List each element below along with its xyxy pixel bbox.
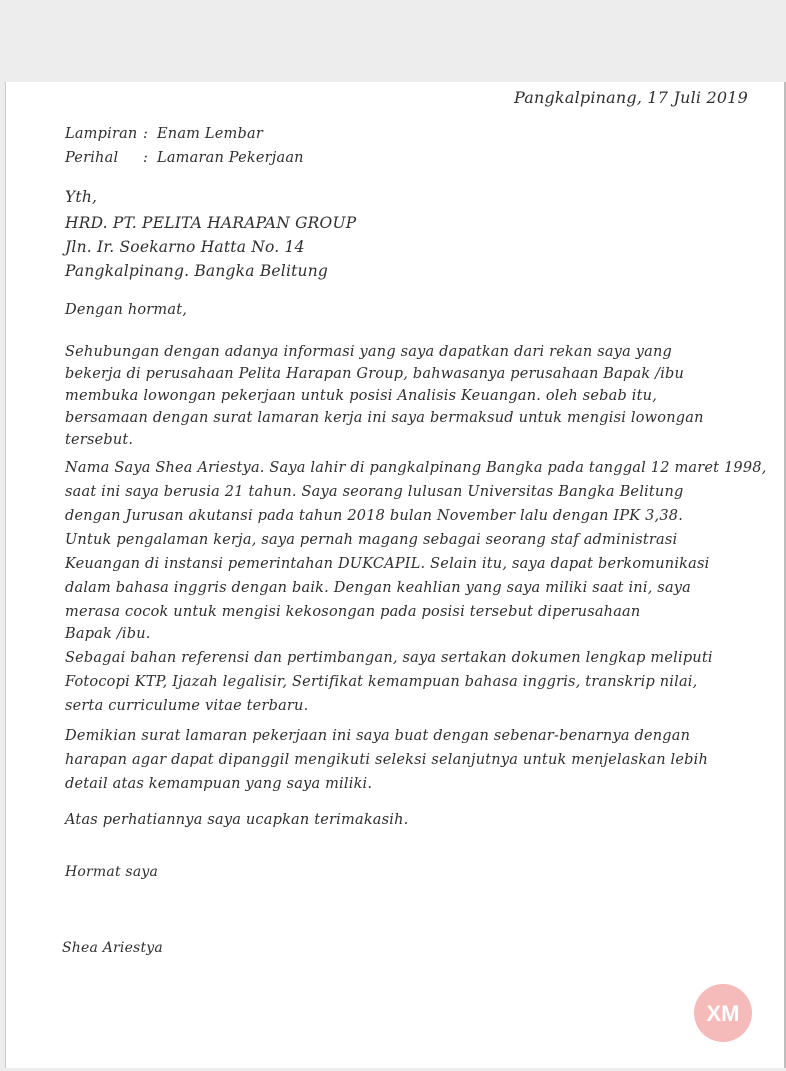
paragraph-line: saat ini saya berusia 21 tahun. Saya seorang lulusan Universitas Bangka Belitung	[65, 484, 684, 500]
thanks-line: Atas perhatiannya saya ucapkan terimakasih.	[65, 812, 409, 828]
subject-value: Lamaran Pekerjaan	[157, 150, 304, 166]
paragraph-line: tersebut.	[65, 432, 134, 448]
closing-phrase: Hormat saya	[65, 864, 159, 880]
greeting: Dengan hormat,	[65, 302, 188, 318]
signature-name: Shea Ariestya	[62, 940, 163, 956]
place-date: Pangkalpinang, 17 Juli 2019	[514, 88, 749, 107]
attachment-value: Enam Lembar	[157, 126, 263, 142]
paragraph-line: Nama Saya Shea Ariestya. Saya lahir di pangkalpinang Bangka pada tanggal 12 maret 1998,	[65, 460, 767, 476]
paragraph-line: bersamaan dengan surat lamaran kerja ini saya bermaksud untuk mengisi lowongan	[65, 410, 704, 426]
recipient-street: Jln. Ir. Soekarno Hatta No. 14	[65, 238, 305, 256]
paragraph-line: Keuangan di instansi pemerintahan DUKCAPIL. Selain itu, saya dapat berkomunikasi	[65, 556, 710, 572]
paragraph-line: harapan agar dapat dipanggil mengikuti seleksi selanjutnya untuk menjelaskan lebih	[65, 752, 709, 768]
paragraph-line: Sebagai bahan referensi dan pertimbangan, saya sertakan dokumen lengkap meliputi	[65, 650, 713, 666]
paragraph-line: Demikian surat lamaran pekerjaan ini saya buat dengan sebenar-benarnya dengan	[65, 728, 691, 744]
paragraph-line: Sehubungan dengan adanya informasi yang saya dapatkan dari rekan saya yang	[65, 344, 672, 360]
paragraph-line: membuka lowongan pekerjaan untuk posisi Analisis Keuangan. oleh sebab itu,	[65, 388, 658, 404]
recipient-salutation: Yth,	[65, 188, 98, 206]
paragraph-line: dengan Jurusan akutansi pada tahun 2018 bulan November lalu dengan IPK 3,38.	[65, 508, 684, 524]
recipient-city: Pangkalpinang. Bangka Belitung	[65, 262, 329, 280]
attachment-colon: :	[143, 126, 149, 142]
paragraph-line: merasa cocok untuk mengisi kekosongan pada posisi tersebut diperusahaan	[65, 604, 641, 620]
watermark-logo	[694, 984, 752, 1042]
subject-colon: :	[143, 150, 149, 166]
paragraph-line: bekerja di perusahaan Pelita Harapan Group, bahwasanya perusahaan Bapak /ibu	[65, 366, 685, 382]
paragraph-line: Bapak /ibu.	[65, 626, 151, 642]
subject-label: Perihal	[65, 150, 119, 166]
attachment-label: Lampiran	[65, 126, 138, 142]
paragraph-line: dalam bahasa inggris dengan baik. Dengan keahlian yang saya miliki saat ini, saya	[65, 580, 692, 596]
recipient-company: HRD. PT. PELITA HARAPAN GROUP	[65, 214, 357, 232]
paragraph-line: serta curriculume vitae terbaru.	[65, 698, 309, 714]
paragraph-line: Untuk pengalaman kerja, saya pernah magang sebagai seorang staf administrasi	[65, 532, 678, 548]
paragraph-line: detail atas kemampuan yang saya miliki.	[65, 776, 373, 792]
watermark-text: XM	[706, 1001, 740, 1026]
paragraph-line: Fotocopi KTP, Ijazah legalisir, Sertifikat kemampuan bahasa inggris, transkrip nilai,	[65, 674, 698, 690]
